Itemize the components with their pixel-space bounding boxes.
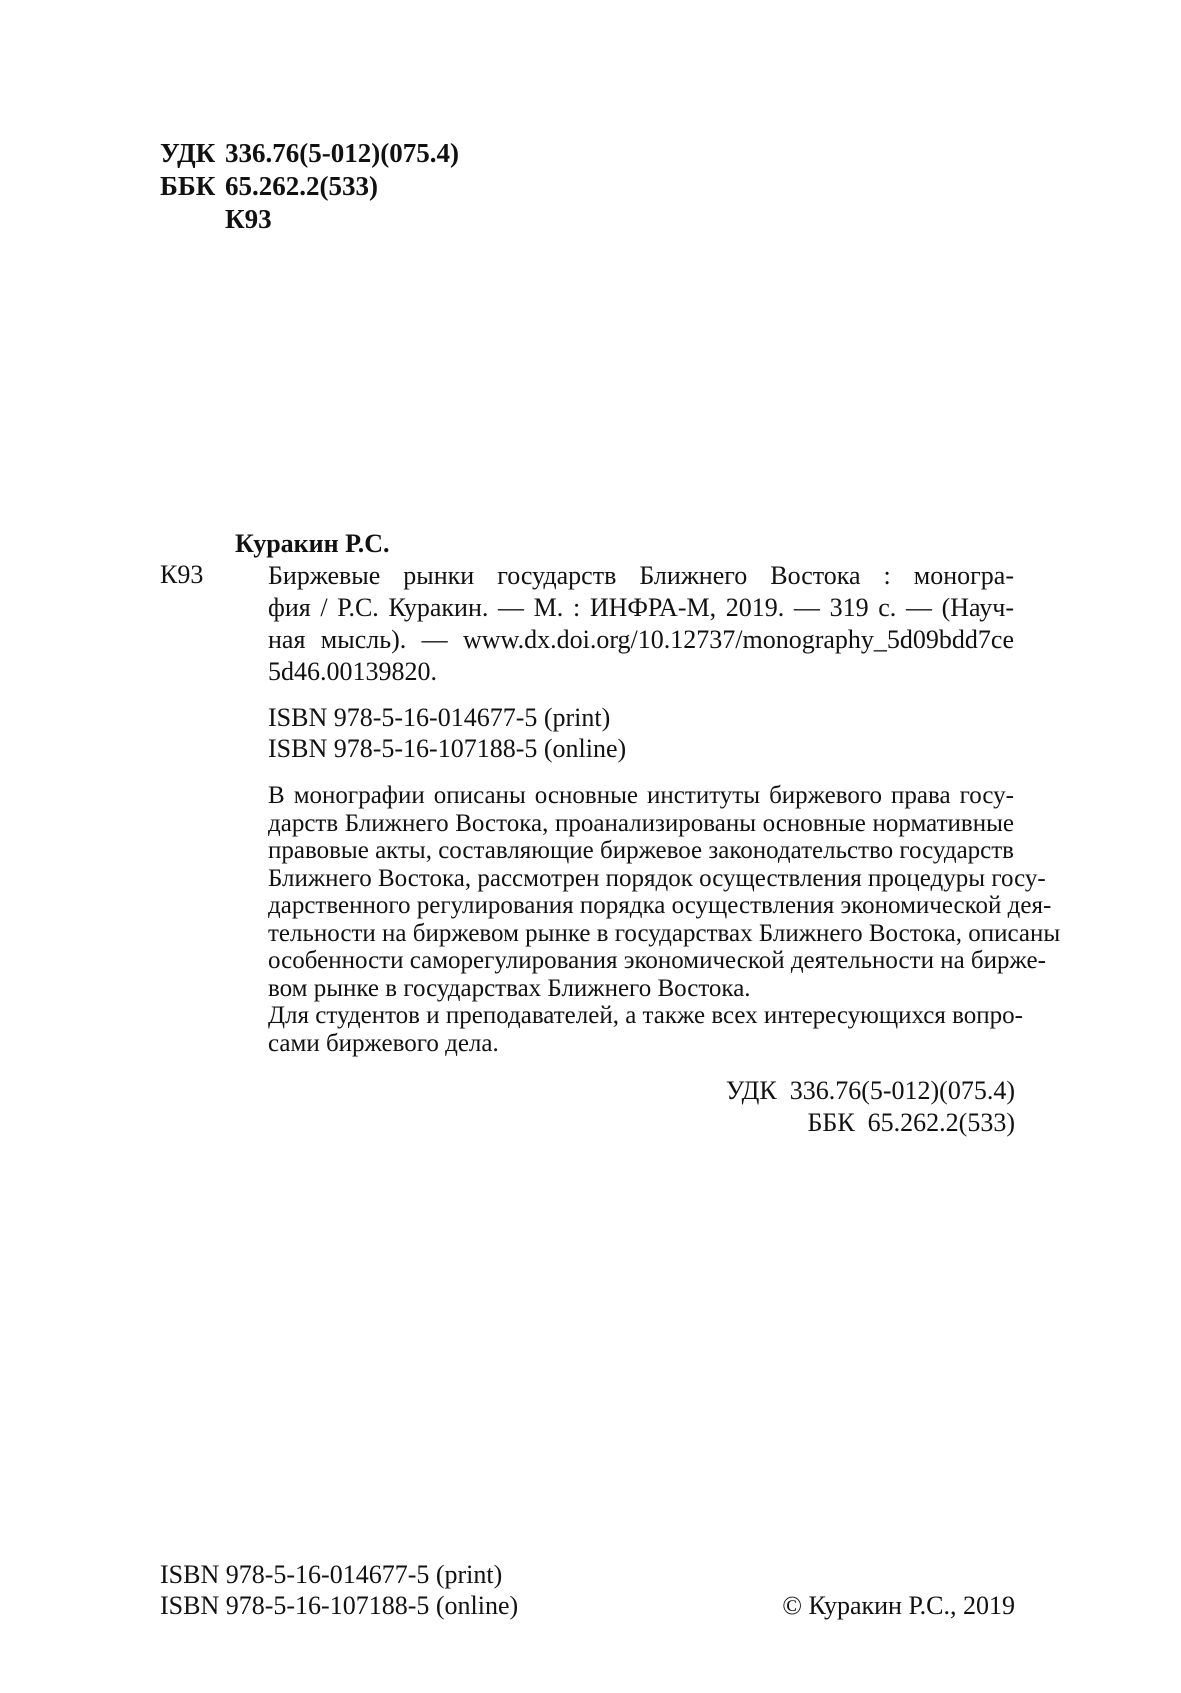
classification-bbk: ББК 65.262.2(533) bbox=[807, 1108, 1015, 1137]
audience-line: Для студентов и преподавателей, а также всех интересующихся вопро- bbox=[268, 1002, 1023, 1029]
catalog-author-mark: К93 bbox=[160, 560, 204, 589]
header-udk-label: УДК bbox=[160, 138, 216, 168]
description-line: Биржевые рынки государств Ближнего Востока : моногра- bbox=[268, 561, 1014, 590]
footer-isbn-print: ISBN 978-5-16-014677-5 (print) bbox=[160, 1560, 503, 1589]
audience-line: сами биржевого дела. bbox=[268, 1029, 499, 1057]
catalog-author: Куракин Р.С. bbox=[235, 529, 390, 558]
abstract-line: тельности на биржевом рынке в государствах Ближнего Востока, описаны bbox=[268, 919, 1061, 947]
abstract-line: правовые акты, составляющие биржевое законодательство государств bbox=[268, 837, 1014, 864]
description-line: фия / Р.С. Куракин. — М. : ИНФРА-М, 2019. — 319 с. — (Науч- bbox=[268, 593, 1014, 622]
header-udk-value: 336.76(5-012)(075.4) bbox=[225, 138, 459, 168]
header-bbk-value: 65.262.2(533) bbox=[225, 171, 378, 201]
classification-udk: УДК 336.76(5-012)(075.4) bbox=[725, 1076, 1015, 1105]
abstract-line: В монографии описаны основные институты биржевого права госу- bbox=[268, 782, 1014, 809]
catalog-description bbox=[268, 560, 1014, 688]
abstract-line: дарственного регулирования порядка осуществления экономической дея- bbox=[268, 892, 1052, 919]
header-bbk-label: ББК bbox=[160, 171, 216, 201]
abstract-line: дарств Ближнего Востока, проанализированы основные нормативные bbox=[268, 809, 1014, 837]
catalog-isbn-online: ISBN 978-5-16-107188-5 (online) bbox=[268, 734, 627, 763]
footer-copyright: © Куракин Р.С., 2019 bbox=[782, 1591, 1015, 1620]
abstract-line: Ближнего Востока, рассмотрен порядок осуществления процедуры госу- bbox=[268, 864, 1046, 892]
catalog-isbn-print: ISBN 978-5-16-014677-5 (print) bbox=[268, 703, 611, 732]
abstract bbox=[268, 782, 1061, 1002]
audience bbox=[268, 1002, 1023, 1057]
description-line: ная мысль). — www.dx.doi.org/10.12737/monography_5d09bdd7ce bbox=[268, 625, 1014, 654]
abstract-line: особенности саморегулирования экономической деятельности на бирже- bbox=[268, 947, 1046, 974]
footer-isbn-online: ISBN 978-5-16-107188-5 (online) bbox=[160, 1591, 519, 1620]
description-line: 5d46.00139820. bbox=[268, 657, 437, 686]
abstract-line: вом рынке в государствах Ближнего Востока. bbox=[268, 974, 751, 1002]
header-author-mark: К93 bbox=[225, 204, 272, 234]
